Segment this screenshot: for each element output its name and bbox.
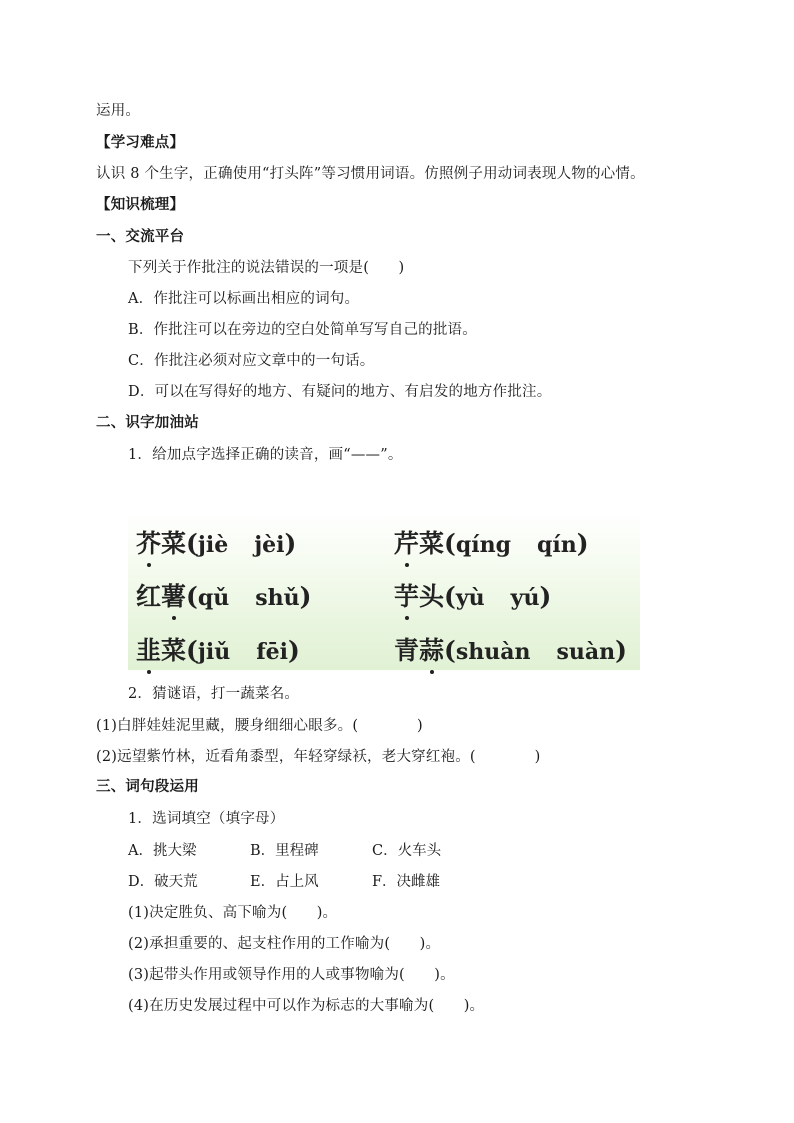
choice-b: B．里程碑	[250, 843, 319, 859]
section1-option-a: A．作批注可以标画出相应的词句。	[128, 291, 360, 307]
section1-option-c: C．作批注必须对应文章中的一句话。	[128, 353, 375, 369]
reading-option: yú	[510, 585, 540, 611]
choice-c: C．火车头	[372, 843, 442, 859]
reading-option: shǔ	[255, 585, 300, 611]
difficulty-heading: 【学习难点】	[96, 134, 185, 151]
char: 菜	[161, 636, 187, 665]
char: 红	[136, 582, 162, 611]
section3-heading: 三、词句段运用	[96, 778, 199, 795]
section1-heading: 一、交流平台	[96, 228, 185, 245]
dotted-char: 芥	[136, 524, 161, 560]
section2-question2: 2．猜谜语，打一蔬菜名。	[128, 686, 300, 702]
char: 头	[419, 582, 445, 611]
reading-option: fēi	[256, 639, 289, 665]
dotted-char: 芹	[394, 524, 419, 560]
section3-question1: 1．选词填空（填字母）	[128, 811, 285, 827]
choice-e: E．占上风	[250, 874, 319, 890]
reading-option: yù	[455, 585, 485, 611]
pinyin-item-qingsuan: 青蒜(shuàn suàn)	[394, 631, 627, 667]
riddle-2: (2)远望紫竹林，近看角黍型，年轻穿绿袄，老大穿红袍。( )	[96, 749, 541, 765]
reading-option: shuàn	[455, 639, 531, 665]
choice-f: F．决雌雄	[372, 874, 441, 890]
dotted-char: 芋	[394, 577, 419, 613]
reading-option: jèi	[254, 532, 285, 558]
choice-a: A．挑大梁	[128, 843, 197, 859]
dotted-char: 蒜	[419, 631, 444, 667]
dotted-char: 薯	[161, 577, 186, 613]
reading-option: jiè	[197, 532, 229, 558]
section1-option-d: D．可以在写得好的地方、有疑问的地方、有启发的地方作批注。	[128, 384, 552, 400]
pinyin-item-jiecai: 芥菜(jiè jèi)	[136, 524, 296, 560]
section2-heading: 二、识字加油站	[96, 414, 199, 431]
reading-option: suàn	[556, 639, 616, 665]
fill-item-4: (4)在历史发展过程中可以作为标志的大事喻为( )。	[128, 998, 485, 1014]
char: 菜	[419, 529, 445, 558]
fill-item-3: (3)起带头作用或领导作用的人或事物喻为( )。	[128, 967, 455, 983]
knowledge-heading: 【知识梳理】	[96, 196, 185, 213]
dotted-char: 韭	[136, 631, 161, 667]
fill-item-2: (2)承担重要的、起支柱作用的工作喻为( )。	[128, 936, 441, 952]
pinyin-image	[128, 512, 640, 670]
reading-option: jiǔ	[197, 639, 231, 665]
difficulty-text: 认识 8 个生字，正确使用“打头阵”等习惯用词语。仿照例子用动词表现人物的心情。	[96, 166, 645, 182]
char: 青	[394, 636, 420, 665]
pinyin-item-jiucai: 韭菜(jiǔ fēi)	[136, 631, 300, 667]
pinyin-item-hongshu: 红薯(qǔ shǔ)	[136, 577, 312, 613]
riddle-1: (1)白胖娃娃泥里藏，腰身细细心眼多。( )	[96, 718, 423, 734]
char: 菜	[161, 529, 187, 558]
top-line: 运用。	[96, 103, 141, 119]
section2-question1: 1．给加点字选择正确的读音，画“——”。	[128, 447, 403, 463]
pinyin-item-yutou: 芋头(yù yú)	[394, 577, 551, 613]
pinyin-item-qincai: 芹菜(qíng qín)	[394, 524, 589, 560]
section1-question: 下列关于作批注的说法错误的一项是( )	[128, 260, 405, 276]
reading-option: qín	[537, 532, 577, 558]
choice-d: D．破天荒	[128, 874, 198, 890]
fill-item-1: (1)决定胜负、高下喻为( )。	[128, 905, 338, 921]
section1-option-b: B．作批注可以在旁边的空白处简单写写自己的批语。	[128, 322, 477, 338]
reading-option: qíng	[455, 532, 511, 558]
reading-option: qǔ	[197, 585, 230, 611]
